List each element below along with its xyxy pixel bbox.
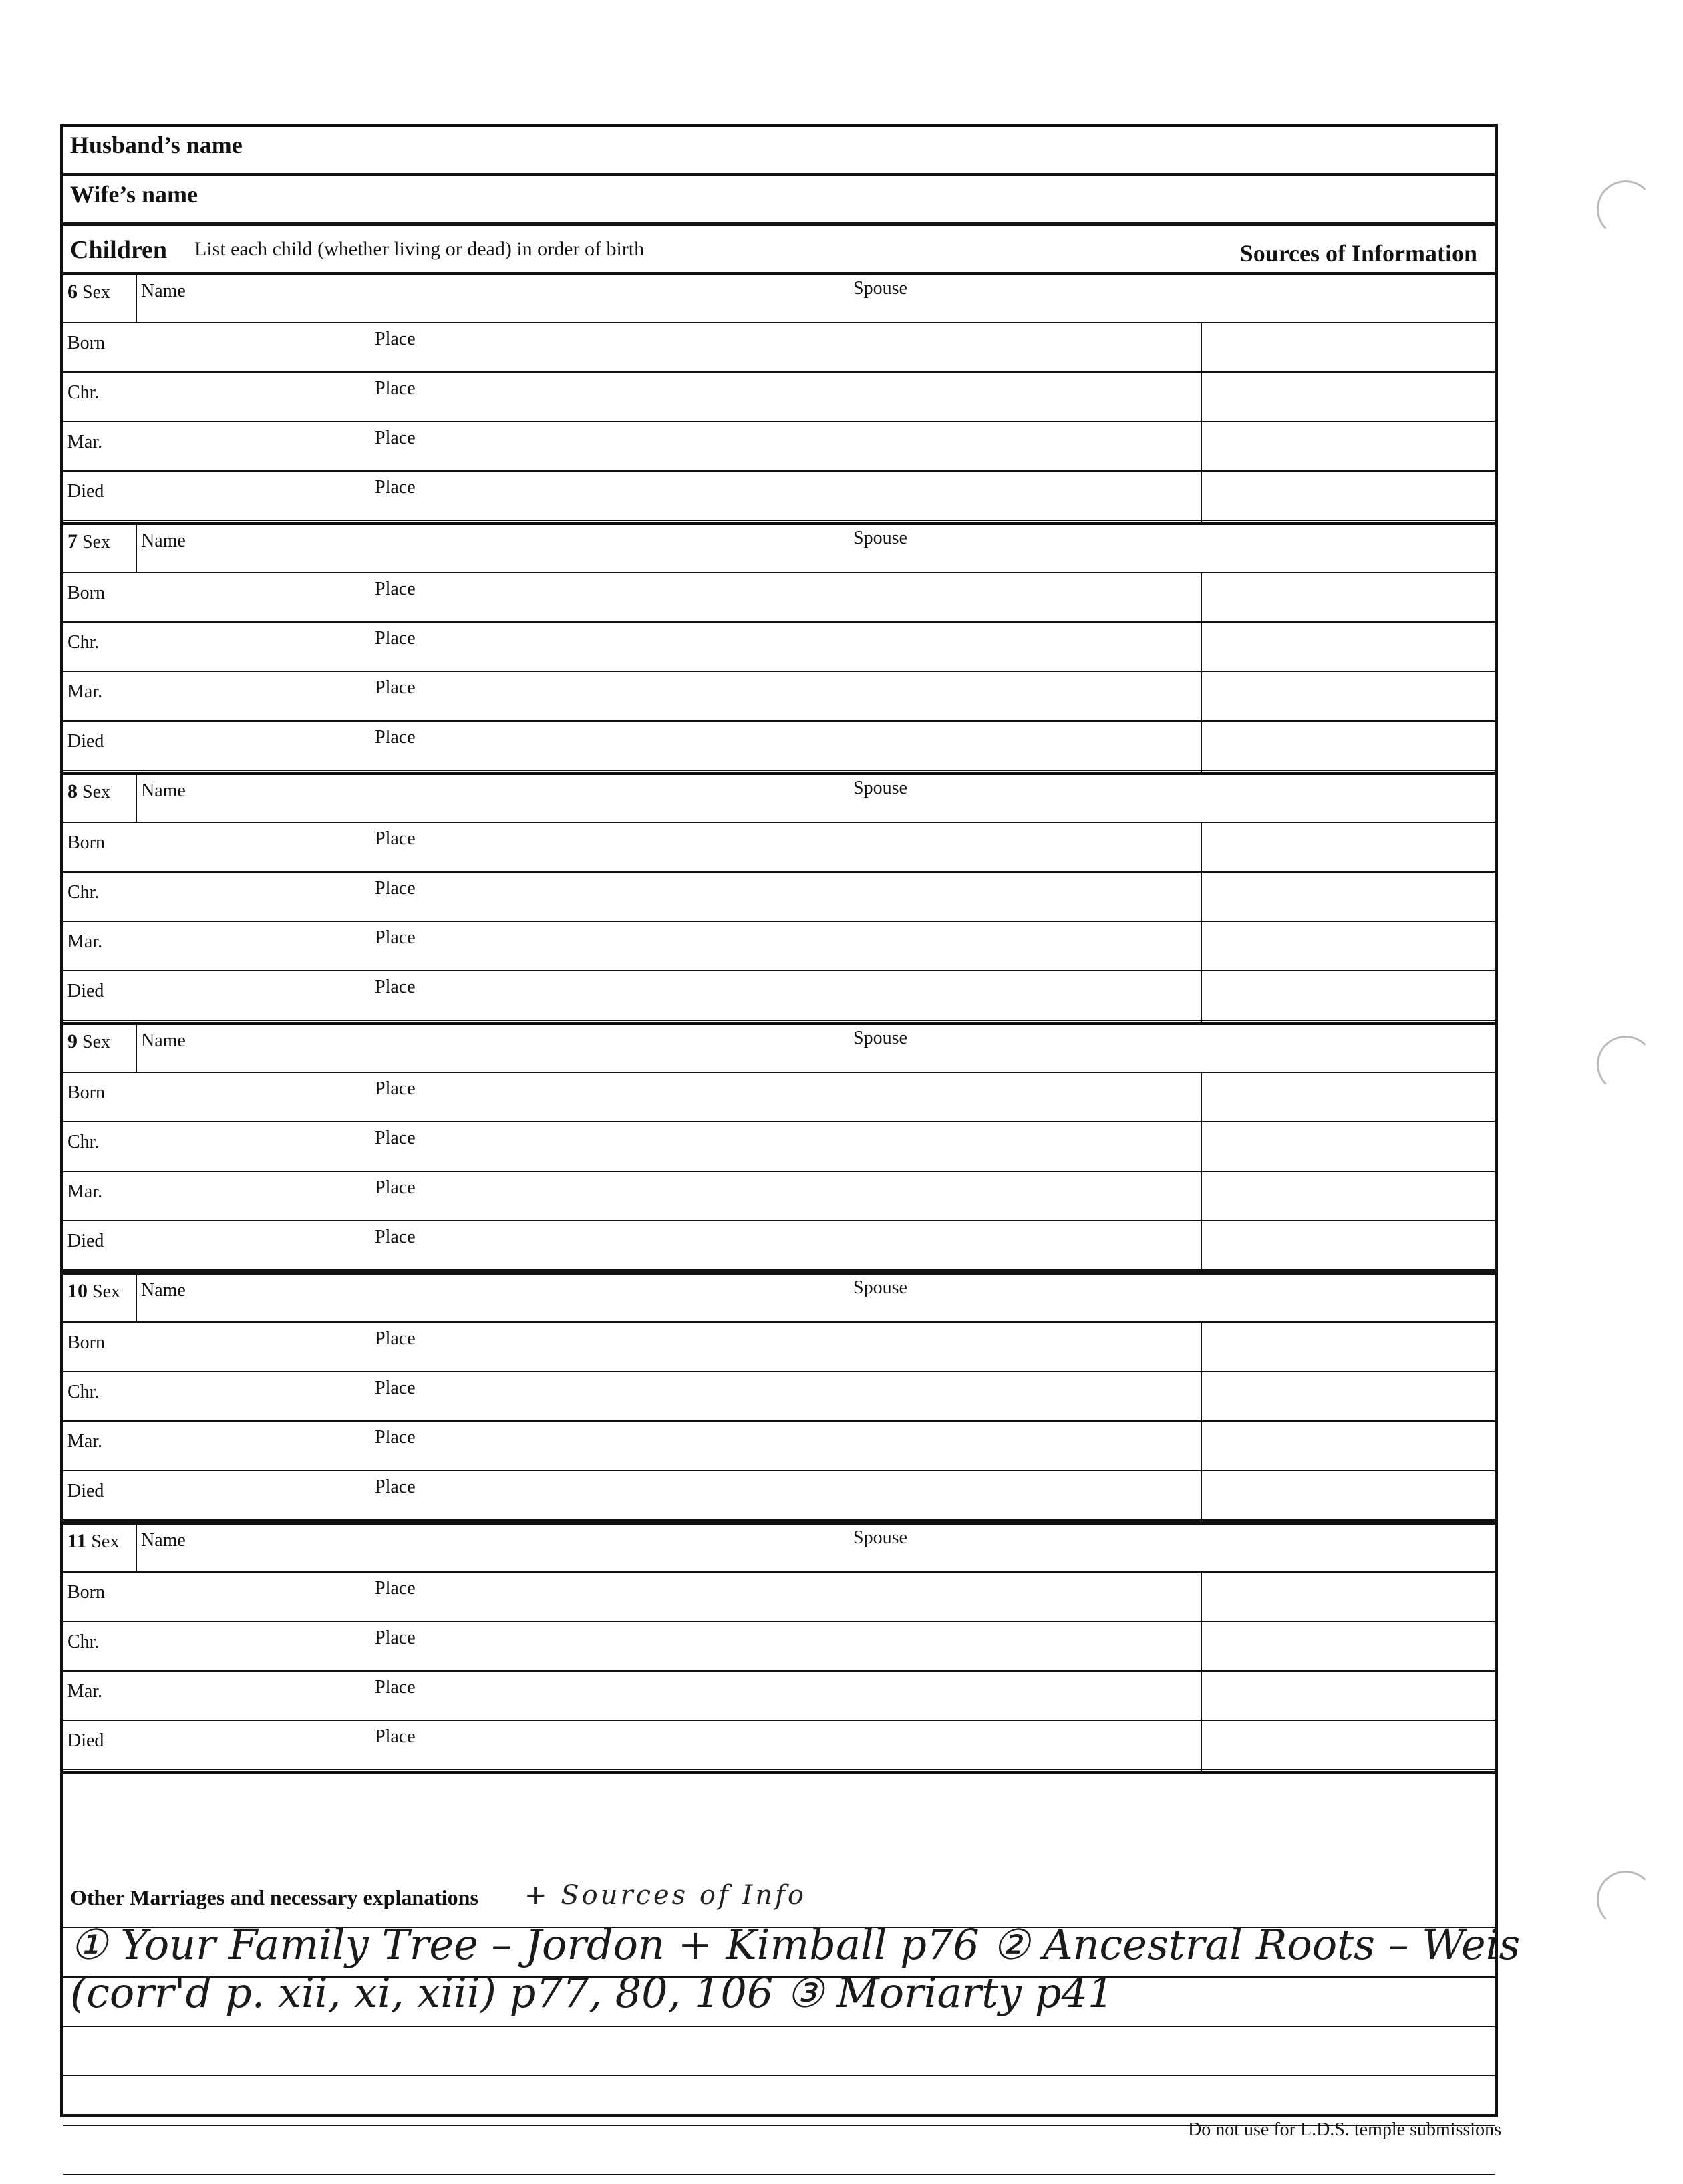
child-number: 7 bbox=[67, 530, 78, 553]
child-event-row[interactable] bbox=[63, 373, 1495, 422]
event-label: Mar. bbox=[67, 681, 103, 702]
sex-label: Sex bbox=[82, 1032, 110, 1052]
husband-label: Husband’s name bbox=[70, 132, 243, 158]
event-label: Chr. bbox=[67, 1132, 100, 1152]
spouse-label: Spouse bbox=[853, 1028, 907, 1048]
footer-note: Do not use for L.D.S. temple submissions bbox=[1188, 2119, 1501, 2140]
event-label: Died bbox=[67, 1231, 104, 1251]
sources-column-divider bbox=[1201, 573, 1202, 772]
sex-divider bbox=[136, 1025, 137, 1073]
event-label: Born bbox=[67, 1082, 105, 1103]
child-number-sex bbox=[67, 1530, 119, 1553]
place-label: Place bbox=[375, 378, 416, 399]
place-label: Place bbox=[375, 477, 416, 498]
child-number-sex bbox=[67, 281, 110, 303]
spouse-label: Spouse bbox=[853, 1277, 907, 1298]
child-name-row[interactable] bbox=[63, 1025, 1495, 1073]
husband-row[interactable] bbox=[63, 127, 1495, 176]
child-number: 6 bbox=[67, 281, 78, 303]
notes-label: Other Marriages and necessary explanations bbox=[70, 1885, 478, 1909]
place-label: Place bbox=[375, 628, 416, 649]
place-label: Place bbox=[375, 329, 416, 349]
event-label: Born bbox=[67, 1332, 105, 1353]
child-name-row[interactable] bbox=[63, 1275, 1495, 1323]
spouse-label: Spouse bbox=[853, 528, 907, 549]
child-event-row[interactable] bbox=[63, 1073, 1495, 1122]
child-name-row[interactable] bbox=[63, 775, 1495, 823]
spouse-label: Spouse bbox=[853, 1527, 907, 1548]
child-event-row[interactable] bbox=[63, 623, 1495, 672]
event-label: Chr. bbox=[67, 882, 100, 903]
spouse-label: Spouse bbox=[853, 278, 907, 299]
punch-hole-mark bbox=[1597, 1036, 1654, 1093]
sources-column-divider bbox=[1201, 1323, 1202, 1521]
notes-handwritten-line-2: (corr'd p. xii, xi, xiii) p77, 80, 106 ③ Moriarty p41 bbox=[70, 1968, 1114, 2017]
place-label: Place bbox=[375, 1427, 416, 1448]
child-number-sex bbox=[67, 530, 110, 553]
child-event-row[interactable] bbox=[63, 1221, 1495, 1271]
child-name-row[interactable] bbox=[63, 525, 1495, 573]
event-label: Mar. bbox=[67, 931, 103, 952]
child-event-row[interactable] bbox=[63, 1122, 1495, 1172]
event-label: Born bbox=[67, 333, 105, 353]
child-event-row[interactable] bbox=[63, 922, 1495, 971]
child-event-row[interactable] bbox=[63, 573, 1495, 623]
child-event-row[interactable] bbox=[63, 1172, 1495, 1221]
place-label: Place bbox=[375, 727, 416, 748]
children-instruction: List each child (whether living or dead) in order of birth bbox=[194, 238, 645, 260]
wife-label: Wife’s name bbox=[70, 181, 198, 208]
name-label: Name bbox=[141, 1280, 186, 1301]
child-event-row[interactable] bbox=[63, 873, 1495, 922]
place-label: Place bbox=[375, 1476, 416, 1497]
spouse-label: Spouse bbox=[853, 778, 907, 798]
notes-handwritten-suffix: + Sources of Info bbox=[524, 1880, 806, 1911]
place-label: Place bbox=[375, 579, 416, 599]
child-event-row[interactable] bbox=[63, 1372, 1495, 1422]
place-label: Place bbox=[375, 1378, 416, 1398]
place-label: Place bbox=[375, 1627, 416, 1648]
sources-column-divider bbox=[1201, 1073, 1202, 1271]
sex-label: Sex bbox=[82, 782, 110, 802]
sex-divider bbox=[136, 1275, 137, 1323]
event-label: Mar. bbox=[67, 432, 103, 452]
name-label: Name bbox=[141, 780, 186, 801]
event-label: Chr. bbox=[67, 632, 100, 653]
sex-label: Sex bbox=[92, 1281, 120, 1302]
child-entry bbox=[63, 1275, 1495, 1525]
family-group-sheet bbox=[60, 124, 1521, 2117]
sources-column-divider bbox=[1201, 1573, 1202, 1771]
event-label: Died bbox=[67, 1730, 104, 1751]
name-label: Name bbox=[141, 1530, 186, 1551]
child-number: 11 bbox=[67, 1530, 87, 1552]
children-header bbox=[63, 226, 1495, 275]
place-label: Place bbox=[375, 677, 416, 698]
place-label: Place bbox=[375, 428, 416, 448]
place-label: Place bbox=[375, 1726, 416, 1747]
notes-line bbox=[63, 2075, 1495, 2076]
child-name-row[interactable] bbox=[63, 275, 1495, 323]
child-event-row[interactable] bbox=[63, 1573, 1495, 1622]
event-label: Died bbox=[67, 481, 104, 502]
child-event-row[interactable] bbox=[63, 422, 1495, 472]
place-label: Place bbox=[375, 1128, 416, 1148]
event-label: Born bbox=[67, 583, 105, 603]
child-name-row[interactable] bbox=[63, 1525, 1495, 1573]
place-label: Place bbox=[375, 1227, 416, 1247]
name-label: Name bbox=[141, 281, 186, 301]
name-label: Name bbox=[141, 1030, 186, 1051]
sources-column-divider bbox=[1201, 823, 1202, 1022]
event-label: Died bbox=[67, 731, 104, 752]
child-entry bbox=[63, 1525, 1495, 1774]
child-number-sex bbox=[67, 1280, 120, 1303]
event-label: Chr. bbox=[67, 382, 100, 403]
sex-divider bbox=[136, 525, 137, 573]
child-event-row[interactable] bbox=[63, 1471, 1495, 1521]
event-label: Chr. bbox=[67, 1382, 100, 1402]
notes-line bbox=[63, 2026, 1495, 2027]
child-event-row[interactable] bbox=[63, 1672, 1495, 1721]
child-event-row[interactable] bbox=[63, 472, 1495, 521]
name-label: Name bbox=[141, 530, 186, 551]
child-number: 8 bbox=[67, 780, 78, 802]
place-label: Place bbox=[375, 977, 416, 997]
child-event-row[interactable] bbox=[63, 323, 1495, 373]
child-event-row[interactable] bbox=[63, 1721, 1495, 1770]
event-label: Died bbox=[67, 981, 104, 1001]
wife-row[interactable] bbox=[63, 176, 1495, 226]
child-entry bbox=[63, 775, 1495, 1025]
event-label: Mar. bbox=[67, 1681, 103, 1702]
child-event-row[interactable] bbox=[63, 1323, 1495, 1372]
event-label: Chr. bbox=[67, 1631, 100, 1652]
child-entry bbox=[63, 525, 1495, 775]
child-number: 10 bbox=[67, 1280, 88, 1302]
event-label: Born bbox=[67, 832, 105, 853]
place-label: Place bbox=[375, 1177, 416, 1198]
child-event-row[interactable] bbox=[63, 672, 1495, 722]
child-entry bbox=[63, 1025, 1495, 1275]
sources-header: Sources of Information bbox=[1239, 240, 1477, 267]
sex-label: Sex bbox=[82, 282, 110, 303]
punch-hole-mark bbox=[1597, 180, 1654, 238]
notes-section bbox=[63, 1880, 1521, 2114]
event-label: Died bbox=[67, 1480, 104, 1501]
child-number-sex bbox=[67, 780, 110, 803]
place-label: Place bbox=[375, 1328, 416, 1349]
event-label: Born bbox=[67, 1582, 105, 1603]
place-label: Place bbox=[375, 1578, 416, 1599]
child-entry bbox=[63, 275, 1495, 525]
punch-hole-mark bbox=[1597, 1871, 1654, 1928]
child-event-row[interactable] bbox=[63, 1422, 1495, 1471]
place-label: Place bbox=[375, 878, 416, 899]
sex-label: Sex bbox=[91, 1531, 120, 1552]
child-event-row[interactable] bbox=[63, 971, 1495, 1021]
notes-line bbox=[63, 2174, 1495, 2175]
notes-handwritten-line-1: ① Your Family Tree – Jordon + Kimball p76 ② Ancestral Roots – Weis bbox=[70, 1920, 1521, 1969]
child-number: 9 bbox=[67, 1030, 78, 1052]
sex-label: Sex bbox=[82, 532, 110, 553]
sources-column-divider bbox=[1201, 323, 1202, 522]
children-label: Children bbox=[70, 236, 168, 264]
place-label: Place bbox=[375, 1078, 416, 1099]
sex-divider bbox=[136, 775, 137, 823]
place-label: Place bbox=[375, 927, 416, 948]
event-label: Mar. bbox=[67, 1181, 103, 1202]
child-event-row[interactable] bbox=[63, 1622, 1495, 1672]
place-label: Place bbox=[375, 828, 416, 849]
child-number-sex bbox=[67, 1030, 110, 1053]
sex-divider bbox=[136, 1525, 137, 1573]
place-label: Place bbox=[375, 1677, 416, 1698]
child-event-row[interactable] bbox=[63, 823, 1495, 873]
event-label: Mar. bbox=[67, 1431, 103, 1452]
child-event-row[interactable] bbox=[63, 722, 1495, 771]
sex-divider bbox=[136, 275, 137, 323]
